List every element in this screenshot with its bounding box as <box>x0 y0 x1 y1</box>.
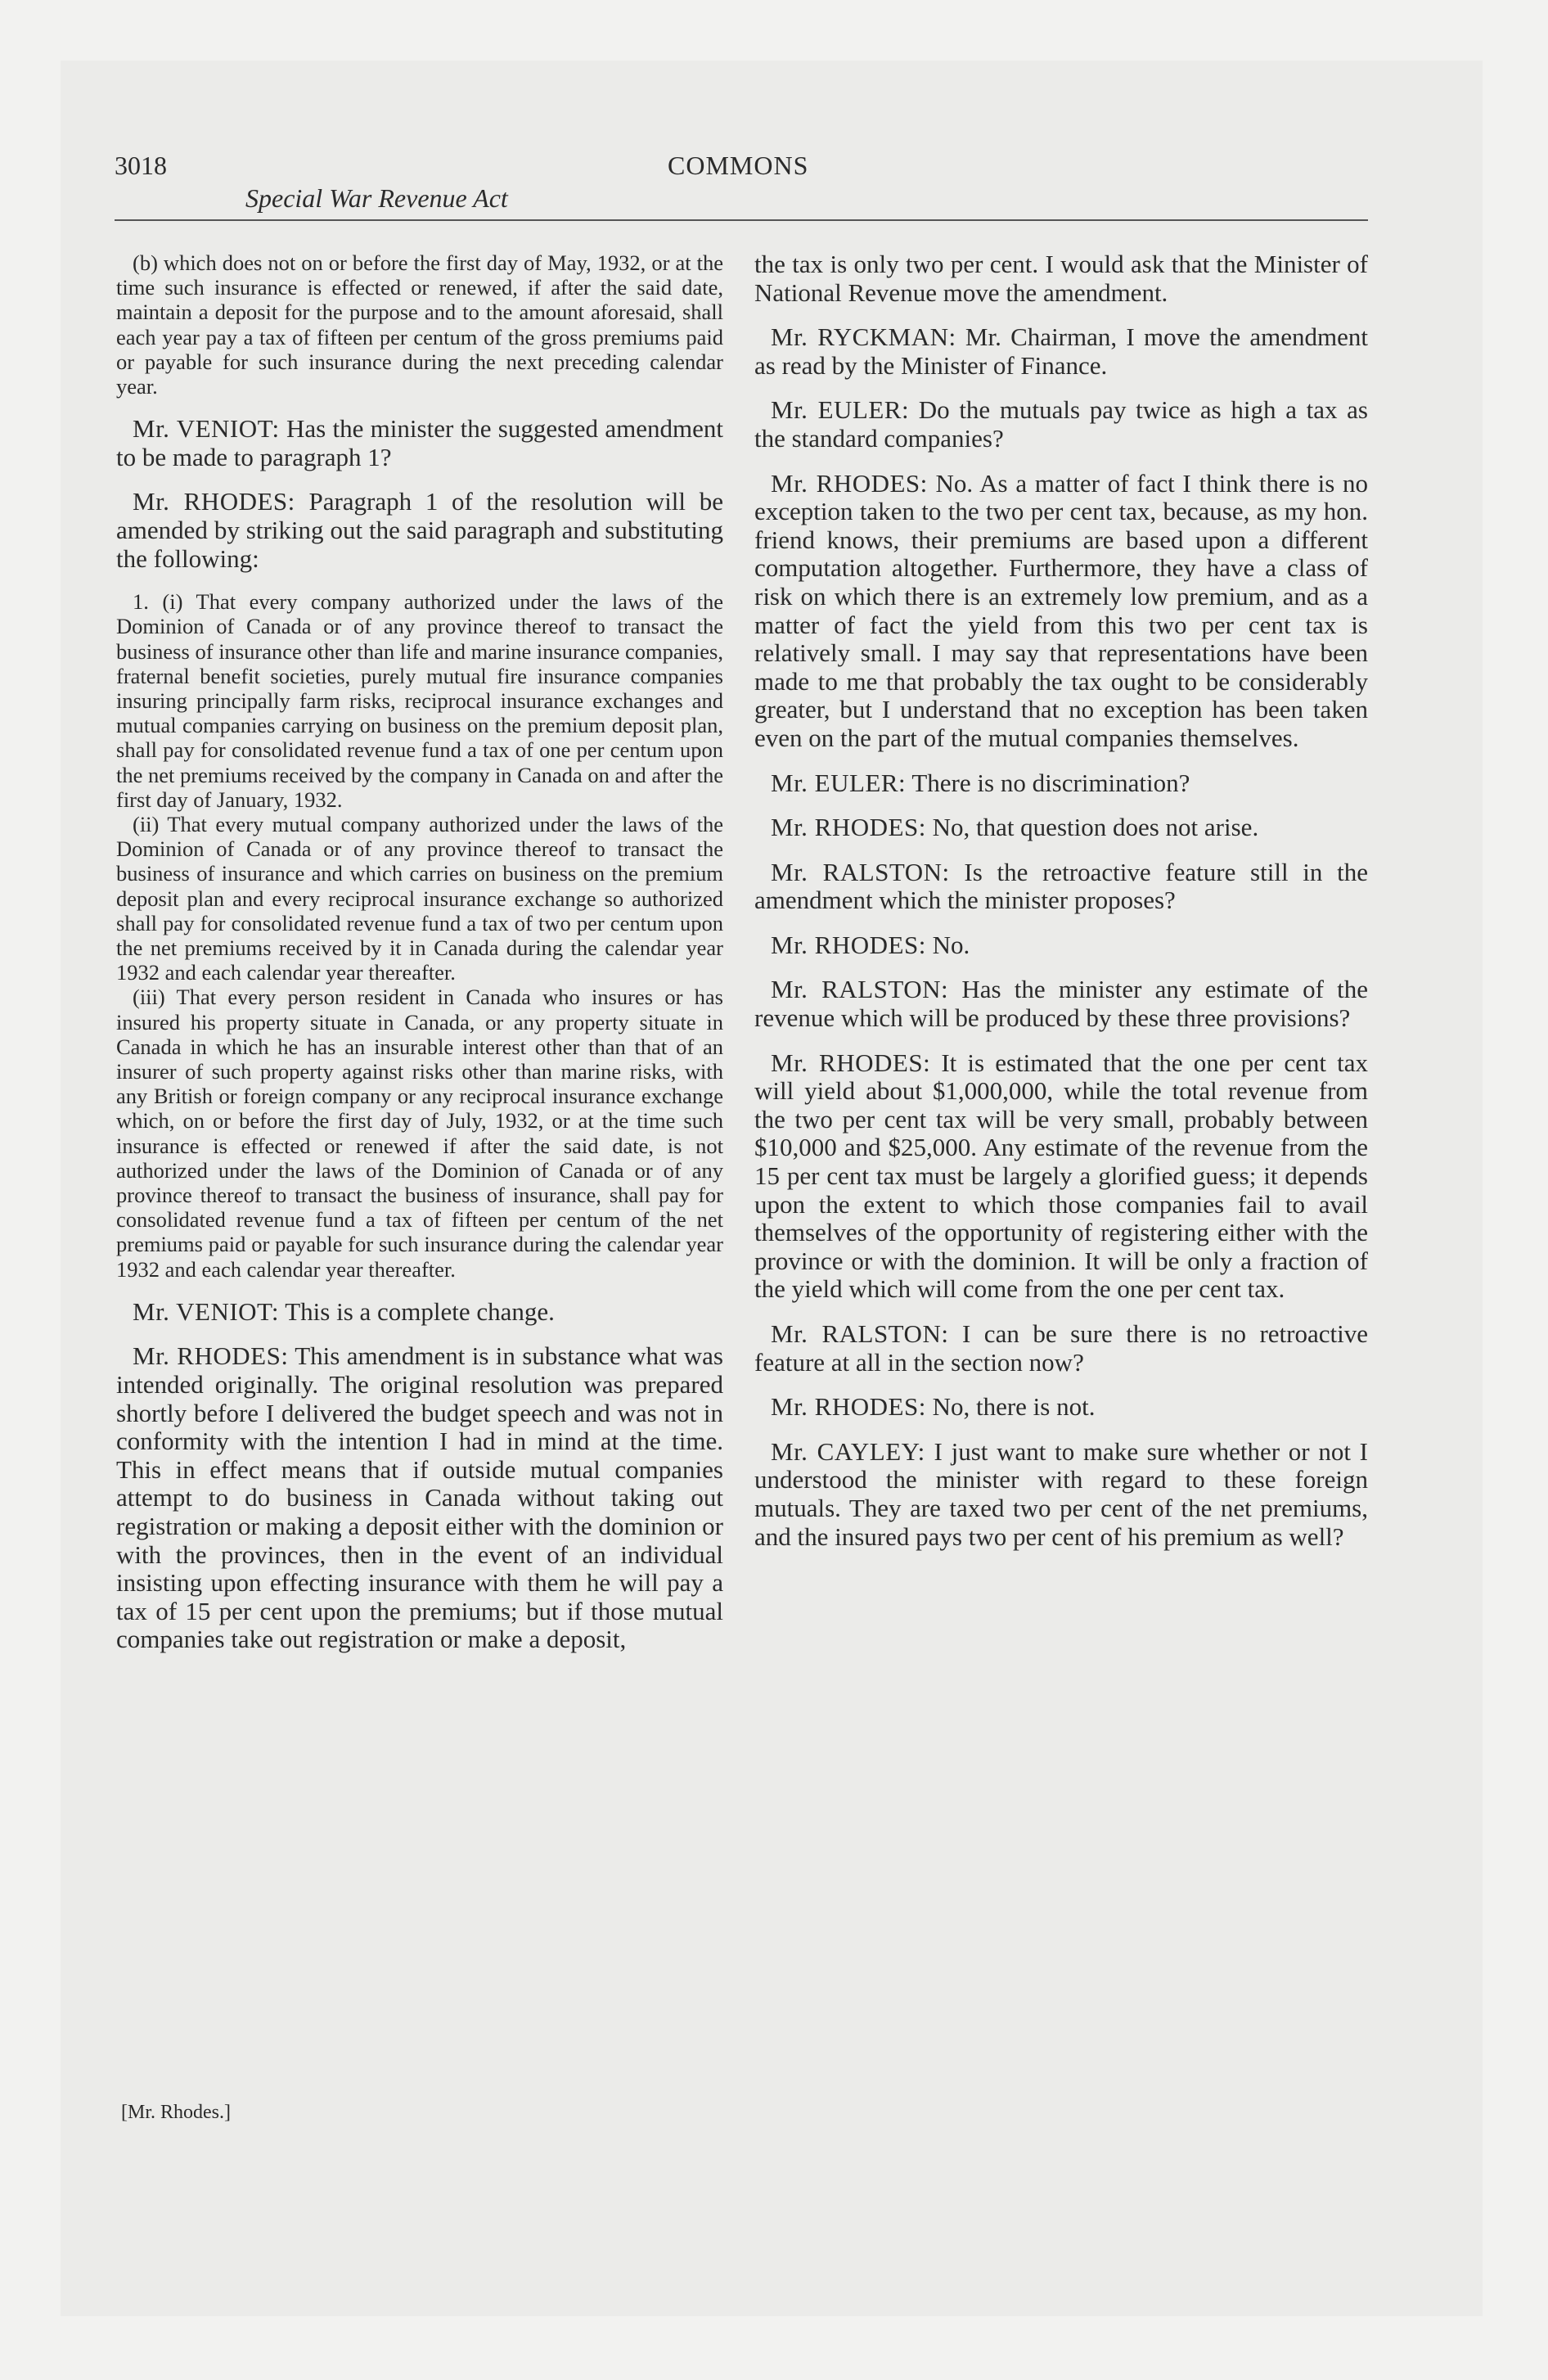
right-column <box>754 250 1368 2297</box>
paragraph-text: Do the mutuals pay twice as high a tax as the standard companies? <box>754 395 1368 453</box>
paragraph-text: (b) which does not on or before the first day of May, 1932, or at the time such insurance is effected or renewed, if after the said date, maintain a deposit for the purpose and to the amount aforesaid, shall each year pay a tax of fifteen per centum of the gross premiums paid or payable for such insurance during the next preceding calendar year. <box>116 250 723 399</box>
paragraph-left-5 <box>116 985 723 1281</box>
speaker-name: Mr. RHODES: <box>771 1392 926 1422</box>
paragraph-text: It is estimated that the one per cent tax will yield about $1,000,000, while the total revenue from the two per cent tax will be very small, probably between $10,000 and $25,000. Any estimate of the revenue from the 15 per cent tax must be largely a glorified guess; it depends upon the extent to which those companies fail to avail themselves of the opportunity of registering either with the province or with the dominion. It will be only a fraction of the yield which will come from the one per cent tax. <box>754 1048 1368 1304</box>
paragraph-right-3 <box>754 470 1368 753</box>
paragraph-right-0 <box>754 250 1368 307</box>
speaker-name: Mr. RALSTON: <box>771 1319 949 1348</box>
paragraph-left-0 <box>116 250 723 399</box>
paragraph-left-3 <box>116 589 723 812</box>
paragraph-text: No, that question does not arise. <box>925 813 1259 842</box>
speaker-name: Mr. RHODES: <box>771 930 926 959</box>
paragraph-left-2 <box>116 488 723 573</box>
paragraph-left-7 <box>116 1342 723 1654</box>
paragraph-right-9 <box>754 1049 1368 1304</box>
running-header <box>115 97 1366 219</box>
paragraph-text: This amendment is in substance what was intended originally. The original resolution was prepared shortly before I delivered the budget speech and was not in conformity with the intention I had in mind at the time. This in effect means that if outside mutual companies attempt to do business in Canada without taking out registration or making a deposit either with the dominion or with the provinces, then in the event of an individual insisting upon effecting insurance with them he will pay a tax of 15 per cent upon the premiums; but if those mutual companies take out registration or make a deposit, <box>116 1341 723 1654</box>
speaker-name: Mr. EULER: <box>771 395 910 425</box>
speaker-name: Mr. EULER: <box>771 768 907 797</box>
paragraph-left-1 <box>116 415 723 471</box>
speaker-name: Mr. RALSTON: <box>771 975 949 1004</box>
paragraph-text: This is a complete change. <box>279 1296 555 1326</box>
speaker-name: Mr. RYCKMAN: <box>771 322 956 352</box>
page-sheet <box>61 61 1483 2316</box>
page-number: 3018 <box>115 151 167 180</box>
paragraph-text: I just want to make sure whether or not I understood the minister with regard to these foreign mutuals. They are taxed two per cent of the net premiums, and the insured pays two per cent of his premium as well? <box>754 1436 1368 1551</box>
paragraph-text: No, there is not. <box>925 1392 1096 1422</box>
paragraph-text: Has the minister the suggested amendment to be made to paragraph 1? <box>116 414 723 471</box>
paragraph-right-4 <box>754 769 1368 798</box>
paragraph-right-1 <box>754 323 1368 380</box>
footer-note: [Mr. Rhodes.] <box>121 2102 231 2123</box>
speaker-name: Mr. RHODES: <box>771 1048 931 1077</box>
paragraph-right-2 <box>754 396 1368 453</box>
speaker-name: Mr. RHODES: <box>771 468 928 498</box>
paragraph-right-11 <box>754 1393 1368 1422</box>
house-name: COMMONS <box>668 151 809 180</box>
left-column <box>116 250 723 2297</box>
paragraph-right-6 <box>754 859 1368 915</box>
paragraph-text: Mr. Chairman, I move the amendment as read by the Minister of Finance. <box>754 322 1368 380</box>
paragraph-text: (ii) That every mutual company authorized under the laws of the Dominion of Canada or of any province thereof to transact the business of insurance and which carries on business on the premium deposit plan and every reciprocal insurance exchange so authorized shall pay for consolidated revenue fund a tax of two per centum upon the net premiums received by it in Canada during the calendar year 1932 and each calendar year thereafter. <box>116 812 723 985</box>
paragraph-text: No. As a matter of fact I think there is no exception taken to the two per cent tax, because, as my hon. friend knows, their premiums are based upon a different computation altogether. Furthermore, they have a class of risk on which there is an extremely low premium, and as a matter of fact the yield from this two per cent tax is relatively small. I may say that representations have been made to me that probably the tax ought to be considerably greater, but I understand that no exception has been taken even on the part of the mutual companies themselves. <box>754 468 1368 752</box>
speaker-name: Mr. RHODES: <box>133 487 295 516</box>
paragraph-text: 1. (i) That every company authorized under the laws of the Dominion of Canada or of any province thereof to transact the business of insurance other than life and marine insurance companies, fraternal benefit societies, purely mutual fire insurance companies insuring principally farm risks, reciprocal insurance exchanges and mutual companies carrying on business on the premium deposit plan, shall pay for consolidated revenue fund a tax of one per centum upon the net premiums received by the company in Canada on and after the first day of January, 1932. <box>116 589 723 812</box>
paragraph-text: Is the retroactive feature still in the amendment which the minister proposes? <box>754 857 1368 915</box>
speaker-name: Mr. CAYLEY: <box>771 1436 925 1466</box>
paragraph-text: Paragraph 1 of the resolution will be amended by striking out the said paragraph and substituting the following: <box>116 487 723 573</box>
header-rule <box>115 219 1368 221</box>
speaker-name: Mr. RHODES: <box>771 813 926 842</box>
paragraph-text: No. <box>925 930 970 959</box>
speaker-name: Mr. RALSTON: <box>771 857 950 886</box>
paragraph-right-5 <box>754 814 1368 842</box>
paragraph-text: I can be sure there is no retroactive feature at all in the section now? <box>754 1319 1368 1377</box>
paragraph-right-12 <box>754 1438 1368 1551</box>
speaker-name: Mr. RHODES: <box>133 1341 289 1371</box>
paragraph-text: Has the minister any estimate of the revenue which will be produced by these three provisions? <box>754 975 1368 1033</box>
paragraph-right-7 <box>754 931 1368 960</box>
paragraph-text: There is no discrimination? <box>906 768 1190 797</box>
paragraph-left-4 <box>116 812 723 985</box>
paragraph-right-10 <box>754 1320 1368 1377</box>
paragraph-right-8 <box>754 976 1368 1032</box>
speaker-name: Mr. VENIOT: <box>133 414 280 444</box>
speaker-name: Mr. VENIOT: <box>133 1296 280 1326</box>
paragraph-text: (iii) That every person resident in Canada who insures or has insured his property situate in Canada, or any property situate in Canada in which he has an insurable interest other than that of an insurer of such property against risks other than marine risks, with any British or foreign company or any reciprocal insurance exchange which, on or before the first day of July, 1932, or at the time such insurance is effected or renewed if after the said date, is not authorized under the laws of the Dominion of Canada or of any province thereof to transact the business of insurance, shall pay for consolidated revenue fund a tax of fifteen per centum of the net premiums paid or payable for such insurance during the calendar year 1932 and each calendar year thereafter. <box>116 985 723 1282</box>
section-title: Special War Revenue Act <box>245 183 508 213</box>
paragraph-text: the tax is only two per cent. I would ask that the Minister of National Revenue move the amendment. <box>754 250 1368 307</box>
paragraph-left-6 <box>116 1298 723 1327</box>
